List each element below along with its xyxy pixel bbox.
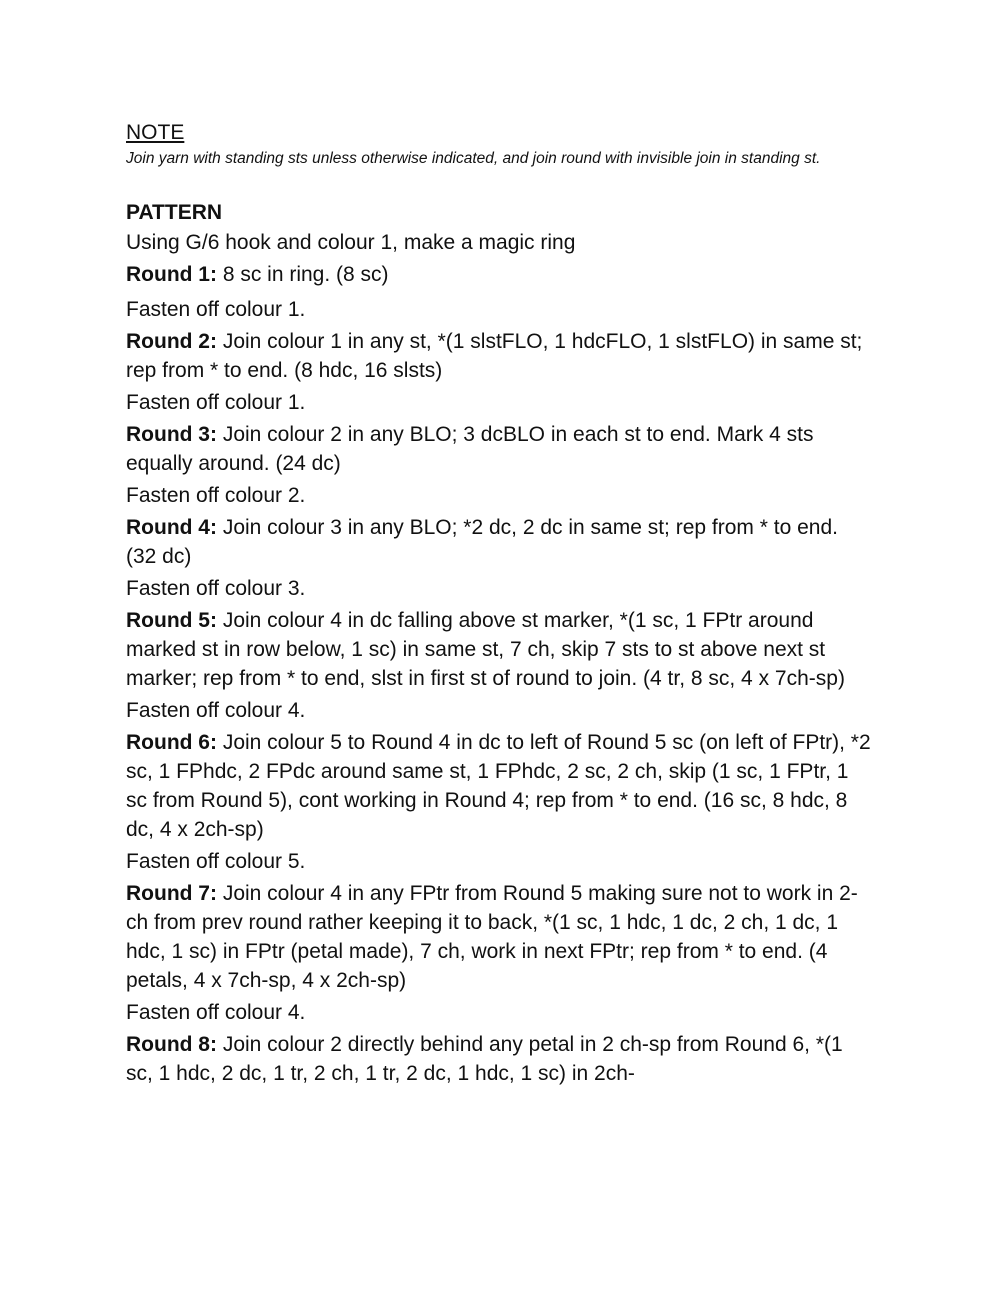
round-8-label: Round 8: (126, 1033, 217, 1056)
round-5-text: Join colour 4 in dc falling above st marker, *(1 sc, 1 FPtr around marked st in row below, 1 sc) in same st, 7 ch, skip 7 sts to st above next st marker; rep from * to end, slst in first st of round to join. (4 tr, 8 sc, 4 x 7ch-sp) (126, 609, 845, 690)
note-text: Join yarn with standing sts unless otherwise indicated, and join round with invisible join in standing st. (126, 150, 821, 167)
note-heading: NOTE (126, 121, 185, 144)
round-7-fasten: Fasten off colour 4. (126, 1001, 306, 1024)
pattern-intro: Using G/6 hook and colour 1, make a magic ring (126, 231, 576, 254)
round-8-text: Join colour 2 directly behind any petal in 2 ch-sp from Round 6, *(1 sc, 1 hdc, 2 dc, 1 tr, 2 ch, 1 tr, 2 dc, 1 hdc, 1 sc) in 2ch- (126, 1033, 843, 1085)
round-7-label: Round 7: (126, 882, 217, 905)
round-4-fasten: Fasten off colour 3. (126, 577, 306, 600)
round-2-label: Round 2: (126, 330, 217, 353)
round-3 (126, 420, 871, 478)
round-8 (126, 1030, 871, 1088)
round-4-text: Join colour 3 in any BLO; *2 dc, 2 dc in same st; rep from * to end. (32 dc) (126, 516, 838, 568)
round-1 (126, 260, 871, 289)
round-7-text: Join colour 4 in any FPtr from Round 5 making sure not to work in 2-ch from prev round rather keeping it to back, *(1 sc, 1 hdc, 1 dc, 2 ch, 1 dc, 1 hdc, 1 sc) in FPtr (petal made), 7 ch, work in next FPtr; rep from * to end. (4 petals, 4 x 7ch-sp, 4 x 2ch-sp) (126, 882, 858, 992)
round-5-label: Round 5: (126, 609, 217, 632)
round-7 (126, 879, 871, 995)
round-2-fasten: Fasten off colour 1. (126, 391, 306, 414)
pattern-heading: PATTERN (126, 201, 223, 224)
document-page (126, 120, 886, 1088)
round-3-text: Join colour 2 in any BLO; 3 dcBLO in each st to end. Mark 4 sts equally around. (24 dc) (126, 423, 814, 475)
round-6 (126, 728, 871, 844)
round-3-label: Round 3: (126, 423, 217, 446)
round-5-fasten: Fasten off colour 4. (126, 699, 306, 722)
round-5 (126, 606, 871, 693)
round-6-text: Join colour 5 to Round 4 in dc to left of Round 5 sc (on left of FPtr), *2 sc, 1 FPhdc, 2 FPdc around same st, 1 FPhdc, 2 sc, 2 ch, skip (1 sc, 1 FPtr, 1 sc from Round 5), cont working in Round 4; rep from * to end. (16 sc, 8 hdc, 8 dc, 4 x 2ch-sp) (126, 731, 871, 841)
round-1-fasten: Fasten off colour 1. (126, 298, 306, 321)
round-6-fasten: Fasten off colour 5. (126, 850, 306, 873)
round-6-label: Round 6: (126, 731, 217, 754)
round-3-fasten: Fasten off colour 2. (126, 484, 306, 507)
round-1-text: 8 sc in ring. (8 sc) (216, 263, 389, 286)
round-4 (126, 513, 871, 571)
round-2-text: Join colour 1 in any st, *(1 slstFLO, 1 hdcFLO, 1 slstFLO) in same st; rep from * to end. (8 hdc, 16 slsts) (126, 330, 863, 382)
round-4-label: Round 4: (126, 516, 217, 539)
round-1-label: Round 1: (126, 263, 217, 286)
round-2 (126, 327, 871, 385)
